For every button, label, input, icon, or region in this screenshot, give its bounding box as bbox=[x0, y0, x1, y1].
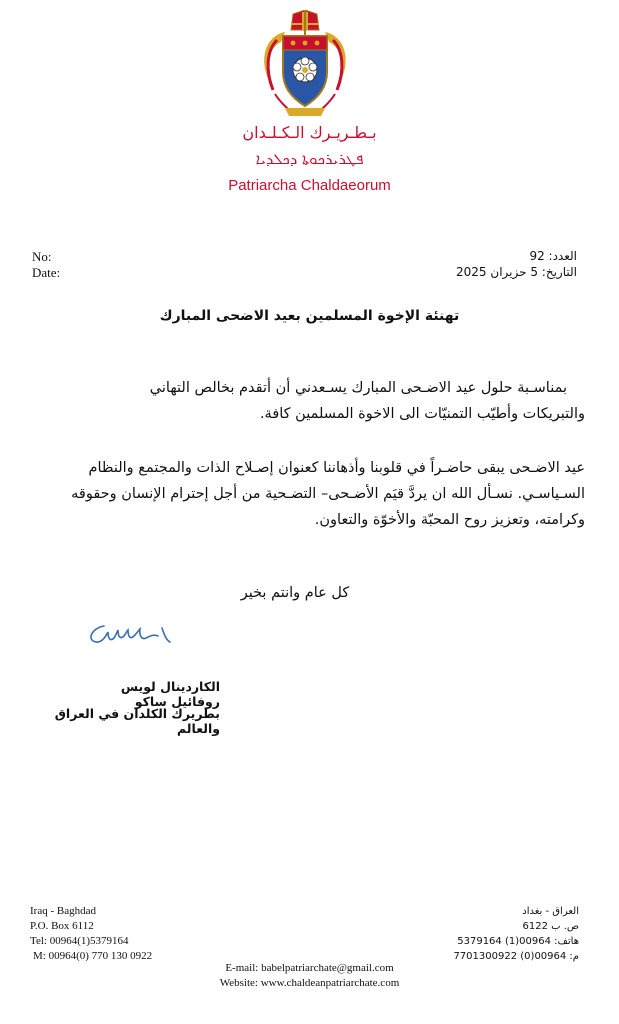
letterhead-latin-name: Patriarcha Chaldaeorum bbox=[228, 177, 391, 194]
footer-mobile-en: M: 00964(0) 770 130 0922 bbox=[33, 950, 153, 962]
letterhead-arabic-name: بـطـريـرك الـكـلـدان bbox=[242, 123, 377, 142]
letterhead-syriac-name: ܦܛܪܝܪܟܘܬܐ ܕܟܠܕܝܐ bbox=[255, 150, 364, 168]
footer-email[interactable]: E-mail: babelpatriarchate@gmail.com bbox=[225, 962, 394, 974]
paragraph-1 bbox=[30, 375, 585, 427]
paragraph-2-line-2: السـياسـي. نسـأل الله ان يردَّ قيَم الأضـحى– التضـحية من أجل إحترام الإنسان وحقوقه bbox=[71, 486, 585, 502]
letter-title: تهنئة الإخوة المسلمين بعيد الاضحى المبارك bbox=[159, 308, 460, 324]
paragraph-2-line-1: عيد الاضـحى يبقى حاضـراً في قلوبنا وأذهاننا كعنوان إصـلاح الذات والمجتمع والنظام bbox=[88, 460, 585, 476]
paragraph-2 bbox=[30, 455, 585, 533]
footer-pobox-en: P.O. Box 6112 bbox=[30, 920, 94, 932]
signatory-title: بطريرك الكلدان في العراق والعالم bbox=[54, 706, 220, 736]
handwritten-signature bbox=[84, 618, 184, 648]
paragraph-1-line-2: والتبريكات وأطيّب التمنيّات الى الاخوة المسلمين كافة. bbox=[259, 406, 585, 422]
date-arabic: التاريخ: 5 حزيران 2025 bbox=[456, 265, 577, 279]
closing-greeting: كل عام وانتم بخير bbox=[240, 585, 350, 601]
paragraph-2-line-3: وكرامته، وتعزيز روح المحبّة والأخوّة والتعاون. bbox=[314, 512, 585, 528]
footer-tel-en: Tel: 00964(1)5379164 bbox=[30, 935, 129, 947]
number-label: No: bbox=[32, 249, 52, 264]
footer-arabic bbox=[399, 904, 579, 964]
footer-pobox-ar: ص. ب 6122 bbox=[522, 921, 579, 932]
signatory-name: الكاردينال لويس روفائيل ساكو bbox=[120, 679, 220, 709]
footer-english bbox=[30, 904, 152, 964]
footer-website[interactable]: Website: www.chaldeanpatriarchate.com bbox=[219, 977, 400, 989]
paragraph-1-line-1: بمناسـبة حلول عيد الاضـحى المبارك يسـعدني أن أتقدم بخالص التهاني bbox=[149, 380, 567, 396]
footer-mobile-ar: م: 00964(0) 7701300922 bbox=[453, 951, 579, 962]
number-arabic: العدد: 92 bbox=[529, 249, 577, 263]
footer-tel-ar: هاتف: 00964(1) 5379164 bbox=[457, 936, 579, 947]
footer-location-en: Iraq - Baghdad bbox=[30, 905, 96, 917]
footer-location-ar: العراق - بغداد bbox=[522, 906, 579, 917]
patriarchate-coat-of-arms bbox=[255, 10, 355, 118]
date-label: Date: bbox=[32, 265, 61, 280]
